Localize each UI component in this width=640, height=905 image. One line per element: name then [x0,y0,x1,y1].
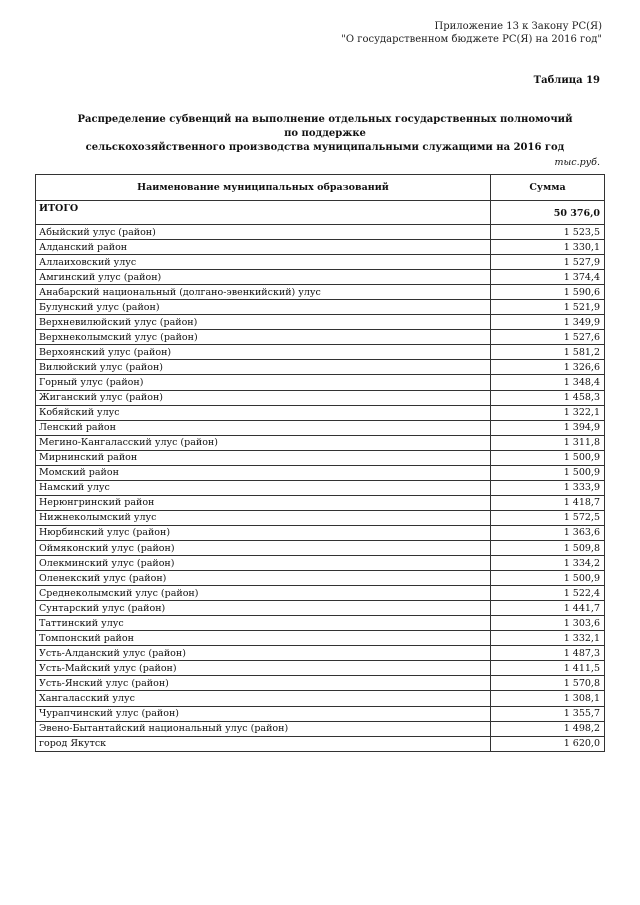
total-row [36,201,605,225]
table-row [36,540,605,555]
title-line-2: сельскохозяйственного производства муниципальными служащими на 2016 год [85,142,565,153]
municipality-name: Нерюнгринский район [36,495,491,510]
municipality-name: Хангаласский улус [36,691,491,706]
subvention-table [35,174,605,752]
municipality-amount: 1 303,6 [491,616,605,631]
table-row [36,706,605,721]
municipality-amount: 1 308,1 [491,691,605,706]
municipality-name: Оймяконский улус (район) [36,540,491,555]
municipality-name: Алданский район [36,240,491,255]
municipality-amount: 1 311,8 [491,435,605,450]
municipality-name: Горный улус (район) [36,375,491,390]
municipality-amount: 1 334,2 [491,556,605,571]
municipality-name: Нюрбинский улус (район) [36,525,491,540]
municipality-amount: 1 418,7 [491,495,605,510]
municipality-amount: 1 349,9 [491,315,605,330]
table-row [36,631,605,646]
municipality-name: Нижнеколымский улус [36,510,491,525]
municipality-name: Мирнинский район [36,450,491,465]
municipality-amount: 1 500,9 [491,465,605,480]
table-row [36,255,605,270]
municipality-amount: 1 581,2 [491,345,605,360]
municipality-name: Усть-Алданский улус (район) [36,646,491,661]
municipality-name: Верхневилюйский улус (район) [36,315,491,330]
municipality-name: город Якутск [36,736,491,751]
municipality-name: Мегино-Кангаласский улус (район) [36,435,491,450]
municipality-amount: 1 527,6 [491,330,605,345]
table-row [36,390,605,405]
title-line-1: Распределение субвенций на выполнение отдельных государственных полномочий по поддержке [77,114,573,139]
municipality-amount: 1 590,6 [491,285,605,300]
municipality-name: Эвено-Бытантайский национальный улус (район) [36,721,491,736]
table-row [36,315,605,330]
table-row [36,420,605,435]
table-row [36,601,605,616]
municipality-name: Чурапчинский улус (район) [36,706,491,721]
appendix-line-2: "О государственном бюджете РС(Я) на 2016 год" [341,34,602,45]
total-amount: 50 376,0 [491,201,605,225]
municipality-name: Сунтарский улус (район) [36,601,491,616]
table-row [36,360,605,375]
municipality-name: Аллаиховский улус [36,255,491,270]
table-row [36,525,605,540]
municipality-name: Момский район [36,465,491,480]
table-header-row [36,175,605,201]
table-row [36,721,605,736]
municipality-amount: 1 394,9 [491,420,605,435]
table-row [36,510,605,525]
table-number-label: Таблица 19 [533,75,600,86]
municipality-amount: 1 458,3 [491,390,605,405]
municipality-amount: 1 332,1 [491,631,605,646]
appendix-reference [341,20,602,46]
table-row [36,465,605,480]
table-row [36,405,605,420]
municipality-amount: 1 570,8 [491,676,605,691]
municipality-amount: 1 441,7 [491,601,605,616]
table-row [36,676,605,691]
table-row [36,661,605,676]
column-header-name: Наименование муниципальных образований [36,175,491,201]
table-row [36,646,605,661]
municipality-name: Кобяйский улус [36,405,491,420]
table-row [36,495,605,510]
municipality-name: Томпонский район [36,631,491,646]
municipality-name: Верхнеколымский улус (район) [36,330,491,345]
table-row [36,571,605,586]
municipality-amount: 1 500,9 [491,450,605,465]
municipality-name: Ленский район [36,420,491,435]
table-row [36,240,605,255]
units-label: тыс.руб. [554,157,600,168]
table-row [36,616,605,631]
municipality-amount: 1 333,9 [491,480,605,495]
table-row [36,736,605,751]
municipality-amount: 1 326,6 [491,360,605,375]
table-row [36,691,605,706]
municipality-amount: 1 521,9 [491,300,605,315]
document-title [70,113,580,155]
appendix-line-1: Приложение 13 к Закону РС(Я) [434,21,602,32]
municipality-amount: 1 374,4 [491,270,605,285]
municipality-amount: 1 487,3 [491,646,605,661]
municipality-amount: 1 620,0 [491,736,605,751]
municipality-name: Намский улус [36,480,491,495]
municipality-amount: 1 355,7 [491,706,605,721]
municipality-name: Абыйский улус (район) [36,225,491,240]
municipality-name: Среднеколымский улус (район) [36,586,491,601]
table-row [36,480,605,495]
municipality-name: Анабарский национальный (долгано-эвенкийский) улус [36,285,491,300]
municipality-name: Усть-Майский улус (район) [36,661,491,676]
table-row [36,300,605,315]
municipality-amount: 1 527,9 [491,255,605,270]
municipality-name: Амгинский улус (район) [36,270,491,285]
municipality-name: Олекминский улус (район) [36,556,491,571]
municipality-amount: 1 348,4 [491,375,605,390]
municipality-name: Оленекский улус (район) [36,571,491,586]
table-row [36,270,605,285]
table-row [36,450,605,465]
municipality-amount: 1 500,9 [491,571,605,586]
column-header-sum: Сумма [491,175,605,201]
total-label: ИТОГО [36,201,491,225]
municipality-amount: 1 363,6 [491,525,605,540]
table-row [36,225,605,240]
municipality-name: Вилюйский улус (район) [36,360,491,375]
municipality-amount: 1 572,5 [491,510,605,525]
municipality-name: Жиганский улус (район) [36,390,491,405]
municipality-name: Таттинский улус [36,616,491,631]
municipality-name: Булунский улус (район) [36,300,491,315]
municipality-amount: 1 509,8 [491,540,605,555]
municipality-name: Усть-Янский улус (район) [36,676,491,691]
table-row [36,375,605,390]
municipality-amount: 1 523,5 [491,225,605,240]
table-row [36,556,605,571]
table-row [36,435,605,450]
municipality-amount: 1 522,4 [491,586,605,601]
table-row [36,330,605,345]
municipality-name: Верхоянский улус (район) [36,345,491,360]
table-row [36,285,605,300]
table-row [36,345,605,360]
municipality-amount: 1 322,1 [491,405,605,420]
municipality-amount: 1 330,1 [491,240,605,255]
municipality-amount: 1 498,2 [491,721,605,736]
municipality-amount: 1 411,5 [491,661,605,676]
table-row [36,586,605,601]
